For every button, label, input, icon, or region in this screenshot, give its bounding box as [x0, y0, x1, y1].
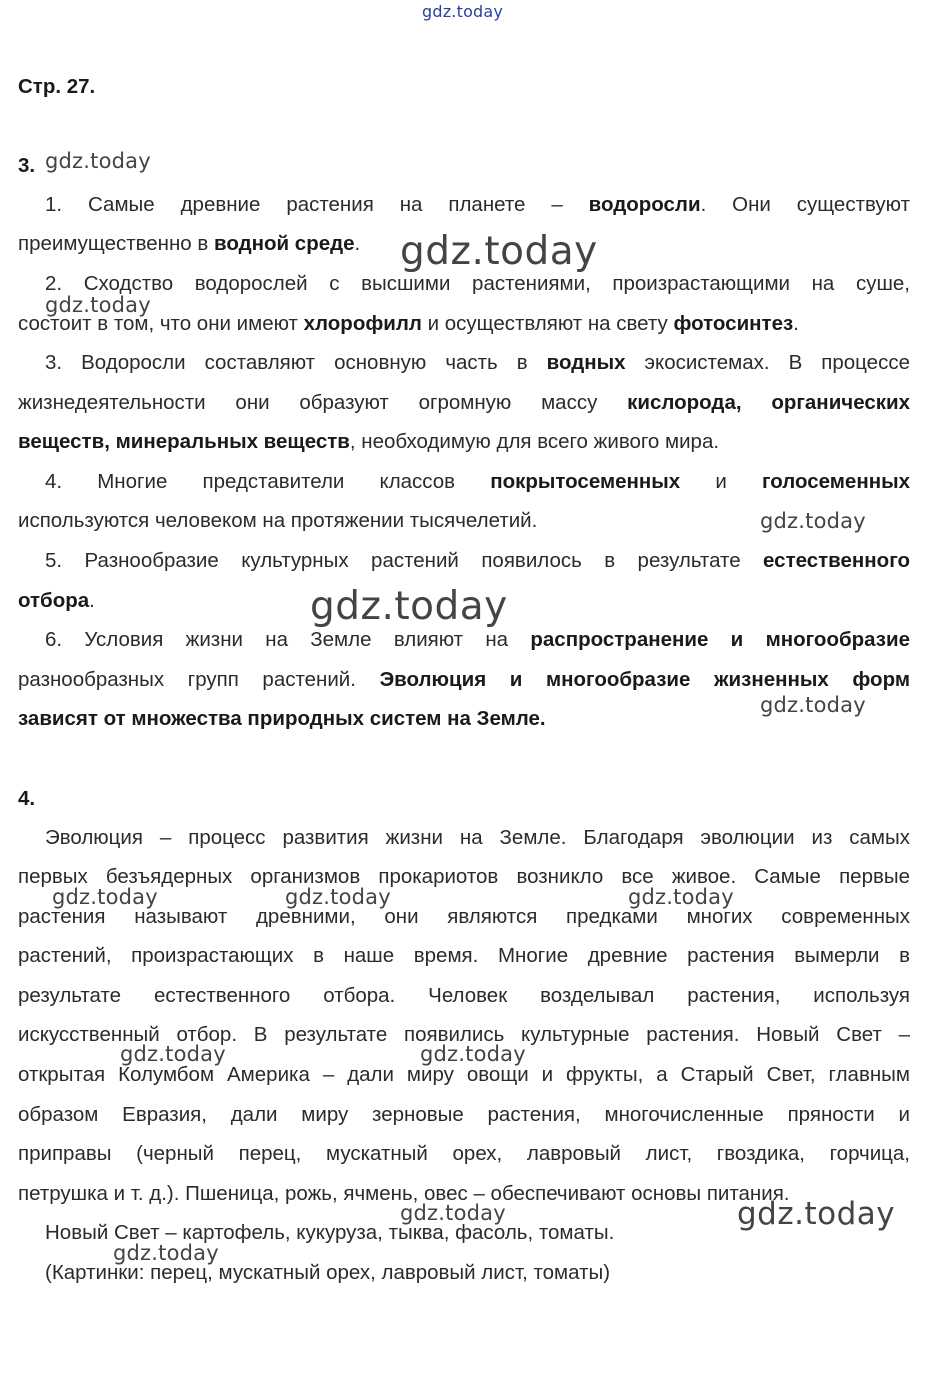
task4-line: образом Евразия, дали миру зерновые растения, многочисленные пряности и [18, 1103, 910, 1126]
watermark: gdz.today [45, 293, 151, 317]
watermark: gdz.today [285, 885, 391, 909]
task4-line: искусственный отбор. В результате появились культурные растения. Новый Свет – [18, 1023, 910, 1046]
task3-line: отбора. [18, 589, 95, 612]
watermark: gdz.today [420, 1042, 526, 1066]
watermark-top: gdz.today [422, 2, 504, 21]
task4-line: Эволюция – процесс развития жизни на Земле. Благодаря эволюции из самых [45, 826, 910, 849]
task4-line: петрушка и т. д.). Пшеница, рожь, ячмень, овес – обеспечивают основы питания. [18, 1182, 790, 1205]
task3-line: преимущественно в водной среде. [18, 232, 361, 255]
watermark: gdz.today [400, 229, 598, 274]
watermark: gdz.today [400, 1201, 506, 1225]
watermark: gdz.today [737, 1196, 896, 1232]
task4-line: приправы (черный перец, мускатный орех, лавровый лист, гвоздика, горчица, [18, 1142, 910, 1165]
watermark: gdz.today [760, 693, 866, 717]
task3-line: разнообразных групп растений. Эволюция и многообразие жизненных форм [18, 668, 910, 691]
task4-line: результате естественного отбора. Человек возделывал растения, используя [18, 984, 910, 1007]
task3-line: зависят от множества природных систем на Земле. [18, 707, 546, 730]
watermark: gdz.today [113, 1241, 219, 1265]
task3-line: 4. Многие представители классов покрытосеменных и голосеменных [45, 470, 911, 493]
task3-line: 3. Водоросли составляют основную часть в водных экосистемах. В процессе [45, 351, 910, 374]
task3-line: состоит в том, что они имеют хлорофилл и осуществляют на свету фотосинтез. [18, 312, 799, 335]
task4-line: Новый Свет – картофель, кукуруза, тыква, фасоль, томаты. [45, 1221, 615, 1244]
task3-line: жизнедеятельности они образуют огромную массу кислорода, органических [18, 391, 910, 414]
task4-line: открытая Колумбом Америка – дали миру овощи и фрукты, а Старый Свет, главным [18, 1063, 910, 1086]
task3-line: используются человеком на протяжении тысячелетий. [18, 509, 538, 532]
watermark: gdz.today [120, 1042, 226, 1066]
task3-line: веществ, минеральных веществ, необходимую для всего живого мира. [18, 430, 720, 453]
task4-line: (Картинки: перец, мускатный орех, лавровый лист, томаты) [45, 1261, 611, 1284]
watermark: gdz.today [310, 584, 508, 629]
watermark: gdz.today [45, 149, 151, 173]
task3-line: 5. Разнообразие культурных растений появилось в результате естественного [45, 549, 910, 572]
task4-line: растения называют древними, они являются предками многих современных [18, 905, 910, 928]
task3-line: 6. Условия жизни на Земле влияют на распространение и многообразие [45, 628, 910, 651]
task3-line: 1. Самые древние растения на планете – водоросли. Они существуют [45, 193, 910, 216]
watermark: gdz.today [628, 885, 734, 909]
task3-line: 2. Сходство водорослей с высшими растениями, произрастающими на суше, [45, 272, 910, 295]
page-label: Стр. 27. [18, 75, 96, 98]
task4-line: растений, произрастающих в наше время. Многие древние растения вымерли в [18, 944, 910, 967]
task3-number: 3. [18, 154, 36, 177]
watermark: gdz.today [760, 509, 866, 533]
task4-number: 4. [18, 787, 36, 810]
task4-line: первых безъядерных организмов прокариотов возникло все живое. Самые первые [18, 865, 910, 888]
watermark: gdz.today [52, 885, 158, 909]
